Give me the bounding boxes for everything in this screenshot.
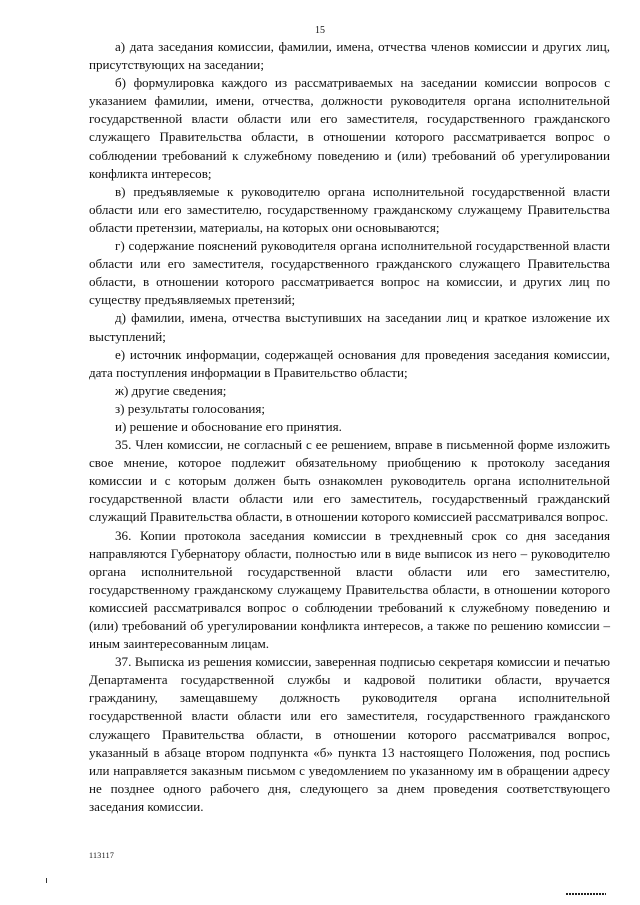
document-code: 113117 bbox=[89, 851, 115, 860]
paragraph-37: 37. Выписка из решения комиссии, заверенная подписью секретаря комиссии и печатью Департамента государственной службы и кадровой политики области, вручается гражданину, замещавшему должность руководителя органа исполнительной государственной власти области или его заместителя, государственного гражданского служащего Правительства области, в отношении которого рассматривался вопрос, указанный в абзаце втором подпункта «б» пункта 13 настоящего Положения, под роспись или направляется заказным письмом с уведомлением по указанному им в обращении адресу не позднее одного рабочего дня, следующего за днем проведения соответствующего заседания комиссии. bbox=[89, 654, 610, 814]
paragraph-item-b: б) формулировка каждого из рассматриваемых на заседании комиссии вопросов с указанием фамилии, имени, отчества, должности руководителя органа исполнительной государственной власти области или его заместителя, государственного гражданского служащего Правительства области, в отношении которого рассматривается вопрос о соблюдении требований к служебному поведению и (или) требований об урегулировании конфликта интересов; bbox=[89, 75, 610, 181]
paragraph-item-e: е) источник информации, содержащей основания для проведения заседания комиссии, дата поступления информации в Правительство области; bbox=[89, 346, 610, 380]
paragraph-item-i: и) решение и обоснование его принятия. bbox=[115, 418, 342, 434]
paragraph-item-v: в) предъявляемые к руководителю органа исполнительной государственной власти области или его заместителю, государственному гражданскому служащему Правительства области претензии, материалы, на которых они основываются; bbox=[89, 183, 610, 235]
scan-artifact-left bbox=[46, 878, 47, 883]
paragraph-item-z: з) результаты голосования; bbox=[115, 400, 266, 416]
paragraph-35: 35. Член комиссии, не согласный с ее решением, вправе в письменной форме изложить свое мнение, которое подлежит обязательному приобщению к протоколу заседания комиссии и с которым должен быть ознакомлен руководитель органа исполнительной государственной власти области или его заместитель, государственный гражданский служащий Правительства области, в отношении которого комиссией рассматривался вопрос. bbox=[89, 437, 610, 525]
paragraph-item-zh: ж) другие сведения; bbox=[115, 382, 227, 398]
paragraph-item-g: г) содержание пояснений руководителя органа исполнительной государственной власти области или его заместителя, государственного гражданского служащего Правительства области, в отношении которого рассматривается вопрос на комиссии, и других лиц по существу предъявляемых претензий; bbox=[89, 238, 610, 308]
paragraph-item-d: д) фамилии, имена, отчества выступивших на заседании лиц и краткое изложение их выступлений; bbox=[89, 310, 610, 344]
document-body bbox=[89, 38, 610, 816]
paragraph-36: 36. Копии протокола заседания комиссии в трехдневный срок со дня заседания направляются Губернатору области, полностью или в виде выписок из него – руководителю органа исполнительной государственной власти области или его заместителю, государственному гражданскому служащему Правительства области, в отношении которого комиссией рассматривался вопрос о соблюдении требований к служебному поведению и (или) требований об урегулировании конфликта интересов, а также по решению комиссии – иным заинтересованным лицам. bbox=[89, 527, 610, 652]
paragraph-item-a: а) дата заседания комиссии, фамилии, имена, отчества членов комиссии и других лиц, присутствующих на заседании; bbox=[89, 39, 610, 73]
page-number: 15 bbox=[315, 25, 325, 36]
scan-artifact-right bbox=[566, 893, 606, 895]
